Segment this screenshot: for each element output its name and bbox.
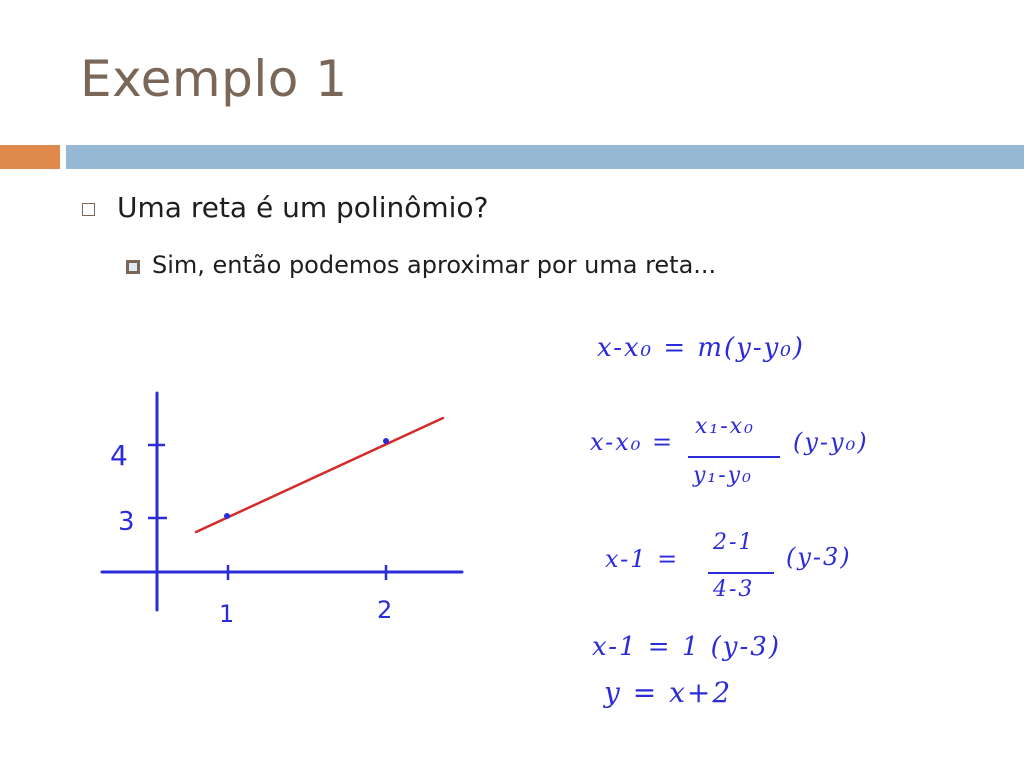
hollow-square-bullet-icon [82,203,95,216]
equation-2-numerator: x₁-x₀ [695,414,755,439]
equation-3-right: (y-3) [786,543,852,571]
equation-point-slope: x-x₀ = m(y-y₀) [597,333,805,363]
slide-title: Exemplo 1 [80,50,348,108]
equation-3-fraction-bar [708,572,774,574]
equation-4: x-1 = 1 (y-3) [592,632,781,662]
x-tick-label-1: 1 [219,600,235,628]
y-tick-label-3: 3 [118,507,135,537]
filled-square-bullet-icon [126,260,140,274]
fit-line [196,418,443,532]
bullet-level-2-text: Sim, então podemos aproximar por uma reta... [152,251,717,279]
title-underline-bar [66,145,1024,169]
equation-3-left: x-1 = [605,545,680,573]
data-point-1 [224,513,230,519]
equation-2-denominator: y₁-y₀ [693,463,753,488]
equation-2-right: (y-y₀) [793,428,869,456]
y-tick-label-4: 4 [110,439,128,472]
equation-2-fraction-bar [688,456,780,458]
bullet-level-1 [82,191,488,224]
equation-2-left: x-x₀ = [590,428,675,456]
equation-3-denominator: 4-3 [713,577,755,602]
equation-3-numerator: 2-1 [713,530,755,555]
data-point-2 [383,438,389,444]
equation-result: y = x+2 [604,676,733,709]
title-underline-accent [0,145,60,169]
x-tick-label-2: 2 [377,596,393,624]
bullet-level-2 [126,251,716,279]
line-graph [90,385,470,635]
bullet-level-1-text: Uma reta é um polinômio? [117,191,489,224]
